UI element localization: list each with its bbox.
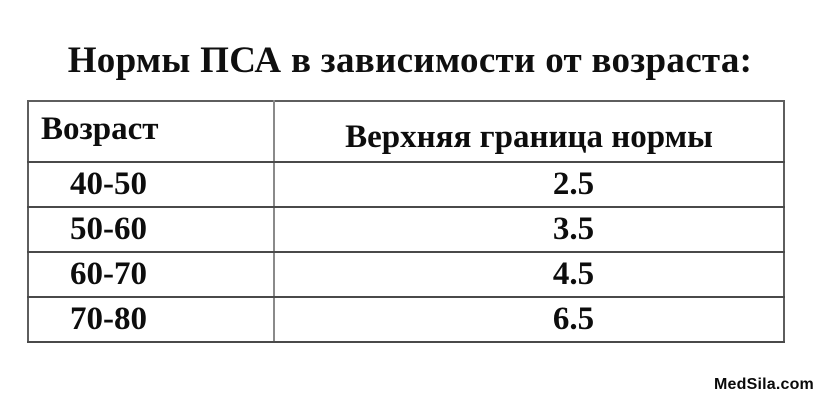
page-title: Нормы ПСА в зависимости от возраста: [67, 40, 753, 81]
table-row [28, 297, 784, 342]
psa-norms-table [27, 100, 785, 343]
upper-limit-value-cell: 6.5 [274, 297, 784, 342]
upper-limit-value-cell: 4.5 [274, 252, 784, 297]
table-row [28, 207, 784, 252]
age-range-cell: 60-70 [28, 252, 274, 297]
column-header-upper-limit: Верхняя граница нормы [274, 101, 784, 162]
table-body [28, 162, 784, 342]
age-range-cell: 50-60 [28, 207, 274, 252]
table-row [28, 162, 784, 207]
table-header-row [28, 101, 784, 162]
upper-limit-value-cell: 2.5 [274, 162, 784, 207]
age-range-cell: 40-50 [28, 162, 274, 207]
age-range-cell: 70-80 [28, 297, 274, 342]
column-header-age: Возраст [28, 101, 274, 162]
watermark-text: MedSila.com [713, 376, 814, 393]
table-row [28, 252, 784, 297]
upper-limit-value-cell: 3.5 [274, 207, 784, 252]
